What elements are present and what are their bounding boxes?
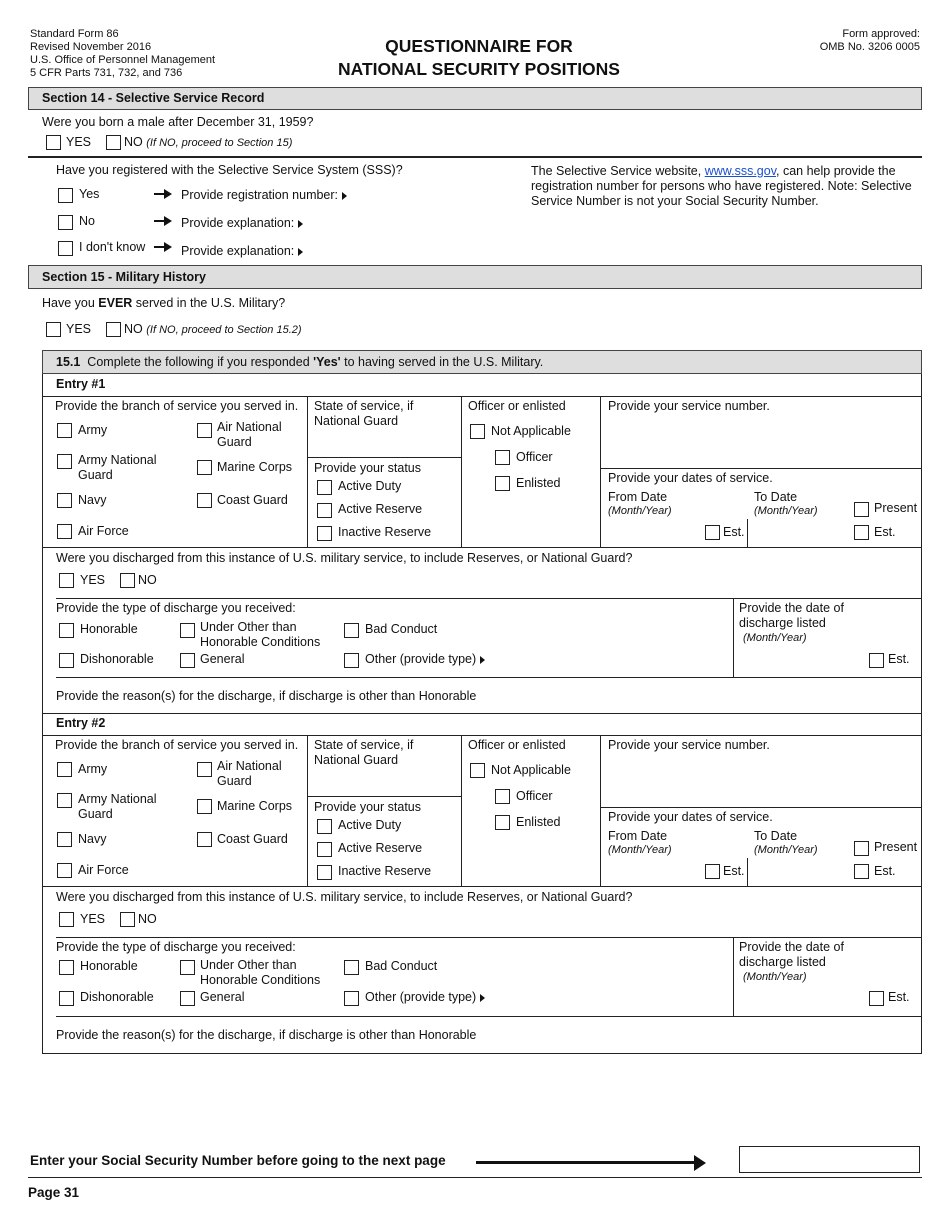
discharge-other-than-honorable-label: Under Other than Honorable Conditions	[200, 620, 321, 649]
provide-explanation-dont-know: Provide explanation:	[181, 244, 303, 259]
present-label: Present	[874, 501, 918, 515]
form-cfr: 5 CFR Parts 731, 732, and 736	[30, 67, 183, 79]
entry-1-title: Entry #1	[56, 377, 106, 391]
to-date-est-label: Est.	[874, 525, 896, 539]
discharge-date-prompt: Provide the date of discharge listed	[739, 601, 844, 630]
status-prompt: Provide your status	[314, 800, 421, 814]
form-number: Standard Form 86	[30, 28, 119, 40]
form-agency: U.S. Office of Personnel Management	[30, 54, 216, 66]
officer-officer-label: Officer	[516, 789, 553, 803]
discharge-type-prompt: Provide the type of discharge you received:	[56, 940, 296, 954]
officer-enlisted-checkbox[interactable]	[495, 815, 510, 830]
from-date-est-label: Est.	[723, 525, 745, 539]
omb-number: OMB No. 3206 0005	[819, 41, 920, 53]
approval-label: Form approved:	[842, 28, 920, 40]
status-active-duty-checkbox[interactable]	[317, 480, 332, 495]
officer-not-applicable-checkbox[interactable]	[470, 424, 485, 439]
present-label: Present	[874, 840, 918, 854]
discharged-no-label: NO	[138, 912, 157, 926]
to-date-format: (Month/Year)	[754, 505, 818, 517]
discharged-yes-checkbox[interactable]	[59, 912, 74, 927]
to-date-est-checkbox[interactable]	[854, 525, 869, 540]
discharge-dishonorable-label: Dishonorable	[80, 652, 154, 666]
discharge-general-label: General	[200, 652, 245, 666]
triangle-right-icon	[298, 248, 303, 256]
branch-air-national-guard-label: Air National Guard	[217, 759, 282, 788]
discharge-other-label: Other (provide type)	[365, 990, 485, 1005]
discharged-yes-checkbox[interactable]	[59, 573, 74, 588]
sss-dont-know-label: I don't know	[79, 240, 146, 254]
discharged-no-checkbox[interactable]	[120, 912, 135, 927]
discharge-date-est-label: Est.	[888, 990, 910, 1004]
branch-army-label: Army	[78, 762, 108, 776]
triangle-right-icon	[480, 994, 485, 1002]
discharge-honorable-label: Honorable	[80, 622, 138, 636]
section-14-title: Section 14 - Selective Service Record	[42, 91, 265, 105]
service-number-prompt: Provide your service number.	[608, 399, 770, 413]
branch-army-national-guard-checkbox[interactable]	[57, 454, 72, 469]
served-yes-checkbox[interactable]	[46, 322, 61, 337]
branch-army-checkbox[interactable]	[57, 423, 72, 438]
to-date-est-label: Est.	[874, 864, 896, 878]
page-title	[250, 35, 708, 81]
branch-army-national-guard-label: Army National Guard	[78, 792, 157, 821]
section-15-header	[28, 265, 922, 289]
status-active-duty-label: Active Duty	[338, 479, 402, 493]
discharged-no-checkbox[interactable]	[120, 573, 135, 588]
discharge-date-est-label: Est.	[888, 652, 910, 666]
subsection-15-1-text: 15.1 Complete the following if you responded 'Yes' to having served in the U.S. Military.	[56, 355, 544, 369]
branch-marine-corps-label: Marine Corps	[217, 460, 293, 474]
discharge-dishonorable-label: Dishonorable	[80, 990, 154, 1004]
branch-coast-guard-checkbox[interactable]	[197, 493, 212, 508]
status-active-reserve-label: Active Reserve	[338, 502, 423, 516]
discharge-type-prompt: Provide the type of discharge you received:	[56, 601, 296, 615]
status-active-duty-label: Active Duty	[338, 818, 402, 832]
discharge-other-label: Other (provide type)	[365, 652, 485, 667]
served-no-note: (If NO, proceed to Section 15.2)	[146, 324, 302, 336]
branch-marine-corps-checkbox[interactable]	[197, 799, 212, 814]
officer-enlisted-checkbox[interactable]	[495, 476, 510, 491]
from-date-label: From Date	[608, 490, 668, 504]
status-active-reserve-checkbox[interactable]	[317, 842, 332, 857]
discharge-bad-conduct-label: Bad Conduct	[365, 959, 438, 973]
officer-enlisted-label: Enlisted	[516, 815, 561, 829]
discharge-honorable-checkbox[interactable]	[59, 960, 74, 975]
provide-explanation-no: Provide explanation:	[181, 216, 303, 231]
section-14-header	[28, 87, 922, 110]
officer-enlisted-label: Enlisted	[516, 476, 561, 490]
from-date-est-checkbox[interactable]	[705, 525, 720, 540]
branch-navy-checkbox[interactable]	[57, 832, 72, 847]
status-prompt: Provide your status	[314, 461, 421, 475]
sss-yes-label: Yes	[79, 187, 100, 201]
arrow-right-icon	[154, 189, 172, 199]
discharge-other-than-honorable-checkbox[interactable]	[180, 623, 195, 638]
discharge-date-prompt: Provide the date of discharge listed	[739, 940, 844, 969]
branch-marine-corps-label: Marine Corps	[217, 799, 293, 813]
discharged-no-label: NO	[138, 573, 157, 587]
discharge-date-est-checkbox[interactable]	[869, 991, 884, 1006]
branch-prompt: Provide the branch of service you served in.	[55, 738, 299, 752]
born-male-question: Were you born a male after December 31, 1959?	[42, 115, 314, 129]
branch-air-national-guard-checkbox[interactable]	[197, 762, 212, 777]
from-date-label: From Date	[608, 829, 668, 843]
section-15-title: Section 15 - Military History	[42, 270, 206, 284]
status-inactive-reserve-label: Inactive Reserve	[338, 525, 432, 539]
branch-coast-guard-label: Coast Guard	[217, 832, 288, 846]
branch-air-force-label: Air Force	[78, 524, 129, 538]
state-prompt: State of service, if National Guard	[314, 399, 414, 428]
form-identifier	[30, 28, 215, 80]
branch-coast-guard-label: Coast Guard	[217, 493, 288, 507]
discharge-bad-conduct-label: Bad Conduct	[365, 622, 438, 636]
discharge-reason-prompt: Provide the reason(s) for the discharge, if discharge is other than Honorable	[56, 1028, 477, 1042]
omb-approval	[820, 28, 920, 54]
branch-air-force-label: Air Force	[78, 863, 129, 877]
discharge-other-checkbox[interactable]	[344, 991, 359, 1006]
arrow-right-icon	[154, 216, 172, 226]
discharge-general-checkbox[interactable]	[180, 991, 195, 1006]
arrow-right-icon	[154, 242, 172, 252]
from-date-format: (Month/Year)	[608, 505, 672, 517]
officer-officer-checkbox[interactable]	[495, 450, 510, 465]
discharge-dishonorable-checkbox[interactable]	[59, 991, 74, 1006]
form-revision: Revised November 2016	[30, 41, 152, 53]
discharged-yes-label: YES	[80, 573, 106, 587]
discharge-other-checkbox[interactable]	[344, 653, 359, 668]
ssn-arrow-line	[476, 1161, 696, 1164]
officer-officer-label: Officer	[516, 450, 553, 464]
born-male-no-checkbox[interactable]	[106, 135, 121, 150]
sss-no-label: No	[79, 214, 95, 228]
discharge-other-than-honorable-checkbox[interactable]	[180, 960, 195, 975]
sss-info-note: The Selective Service website, www.sss.gov, can help provide the registration number for persons who have registered. Note: Selective Service Number is not your Social Security Number.	[531, 164, 912, 208]
discharge-date-format: (Month/Year)	[743, 632, 807, 644]
branch-marine-corps-checkbox[interactable]	[197, 460, 212, 475]
triangle-right-icon	[480, 656, 485, 664]
branch-air-national-guard-label: Air National Guard	[217, 420, 282, 449]
discharge-other-than-honorable-label: Under Other than Honorable Conditions	[200, 958, 321, 987]
branch-army-label: Army	[78, 423, 108, 437]
born-male-no-label: NO (If NO, proceed to Section 15)	[124, 135, 293, 149]
branch-army-national-guard-label: Army National Guard	[78, 453, 157, 482]
branch-navy-label: Navy	[78, 832, 107, 846]
status-active-duty-checkbox[interactable]	[317, 819, 332, 834]
dates-prompt: Provide your dates of service.	[608, 471, 773, 485]
sss-question: Have you registered with the Selective Service System (SSS)?	[56, 163, 403, 177]
officer-prompt: Officer or enlisted	[468, 738, 566, 752]
served-yes-label: YES	[66, 322, 92, 336]
discharge-general-label: General	[200, 990, 245, 1004]
page-number: Page 31	[28, 1185, 80, 1200]
dates-prompt: Provide your dates of service.	[608, 810, 773, 824]
branch-prompt: Provide the branch of service you served in.	[55, 399, 299, 413]
branch-air-force-checkbox[interactable]	[57, 524, 72, 539]
served-no-label: NO (If NO, proceed to Section 15.2)	[124, 322, 302, 336]
from-date-format: (Month/Year)	[608, 844, 672, 856]
discharge-general-checkbox[interactable]	[180, 653, 195, 668]
to-date-label: To Date	[754, 829, 798, 843]
branch-navy-checkbox[interactable]	[57, 493, 72, 508]
officer-not-applicable-label: Not Applicable	[491, 763, 571, 777]
discharge-question: Were you discharged from this instance of U.S. military service, to include Reserves, or National Guard?	[56, 551, 633, 565]
officer-officer-checkbox[interactable]	[495, 789, 510, 804]
served-military-question: Have you EVER served in the U.S. Military?	[42, 296, 286, 310]
triangle-right-icon	[298, 220, 303, 228]
served-no-checkbox[interactable]	[106, 322, 121, 337]
to-date-label: To Date	[754, 490, 798, 504]
branch-army-national-guard-checkbox[interactable]	[57, 793, 72, 808]
subsection-15-1-header	[42, 350, 922, 374]
service-number-prompt: Provide your service number.	[608, 738, 770, 752]
discharge-honorable-label: Honorable	[80, 959, 138, 973]
discharge-reason-prompt: Provide the reason(s) for the discharge, if discharge is other than Honorable	[56, 689, 477, 703]
from-date-est-label: Est.	[723, 864, 745, 878]
to-date-format: (Month/Year)	[754, 844, 818, 856]
discharge-honorable-checkbox[interactable]	[59, 623, 74, 638]
ssn-input[interactable]	[739, 1146, 920, 1173]
status-inactive-reserve-checkbox[interactable]	[317, 865, 332, 880]
present-checkbox[interactable]	[854, 841, 869, 856]
branch-coast-guard-checkbox[interactable]	[197, 832, 212, 847]
discharge-dishonorable-checkbox[interactable]	[59, 653, 74, 668]
present-checkbox[interactable]	[854, 502, 869, 517]
discharge-date-est-checkbox[interactable]	[869, 653, 884, 668]
born-male-no-note: (If NO, proceed to Section 15)	[146, 137, 293, 149]
discharge-date-format: (Month/Year)	[743, 971, 807, 983]
branch-navy-label: Navy	[78, 493, 107, 507]
born-male-yes-checkbox[interactable]	[46, 135, 61, 150]
born-male-yes-label: YES	[66, 135, 92, 149]
sss-yes-checkbox[interactable]	[58, 188, 73, 203]
triangle-right-icon	[342, 192, 347, 200]
branch-air-national-guard-checkbox[interactable]	[197, 423, 212, 438]
entry-2-title: Entry #2	[56, 716, 106, 730]
arrow-right-icon	[694, 1155, 706, 1171]
branch-army-checkbox[interactable]	[57, 762, 72, 777]
status-active-reserve-checkbox[interactable]	[317, 503, 332, 518]
from-date-est-checkbox[interactable]	[705, 864, 720, 879]
title-line-2: NATIONAL SECURITY POSITIONS	[338, 59, 620, 79]
ssn-prompt: Enter your Social Security Number before going to the next page	[30, 1153, 446, 1168]
discharged-yes-label: YES	[80, 912, 106, 926]
sss-dont-know-checkbox[interactable]	[58, 241, 73, 256]
discharge-bad-conduct-checkbox[interactable]	[344, 623, 359, 638]
discharge-bad-conduct-checkbox[interactable]	[344, 960, 359, 975]
provide-registration-number: Provide registration number:	[181, 188, 347, 203]
officer-prompt: Officer or enlisted	[468, 399, 566, 413]
discharge-question: Were you discharged from this instance of U.S. military service, to include Reserves, or National Guard?	[56, 890, 633, 904]
title-line-1: QUESTIONNAIRE FOR	[385, 36, 573, 56]
status-inactive-reserve-checkbox[interactable]	[317, 526, 332, 541]
sss-website-link[interactable]: www.sss.gov	[704, 164, 777, 178]
officer-not-applicable-checkbox[interactable]	[470, 763, 485, 778]
officer-not-applicable-label: Not Applicable	[491, 424, 571, 438]
state-prompt: State of service, if National Guard	[314, 738, 414, 767]
status-active-reserve-label: Active Reserve	[338, 841, 423, 855]
to-date-est-checkbox[interactable]	[854, 864, 869, 879]
branch-air-force-checkbox[interactable]	[57, 863, 72, 878]
sss-no-checkbox[interactable]	[58, 215, 73, 230]
status-inactive-reserve-label: Inactive Reserve	[338, 864, 432, 878]
